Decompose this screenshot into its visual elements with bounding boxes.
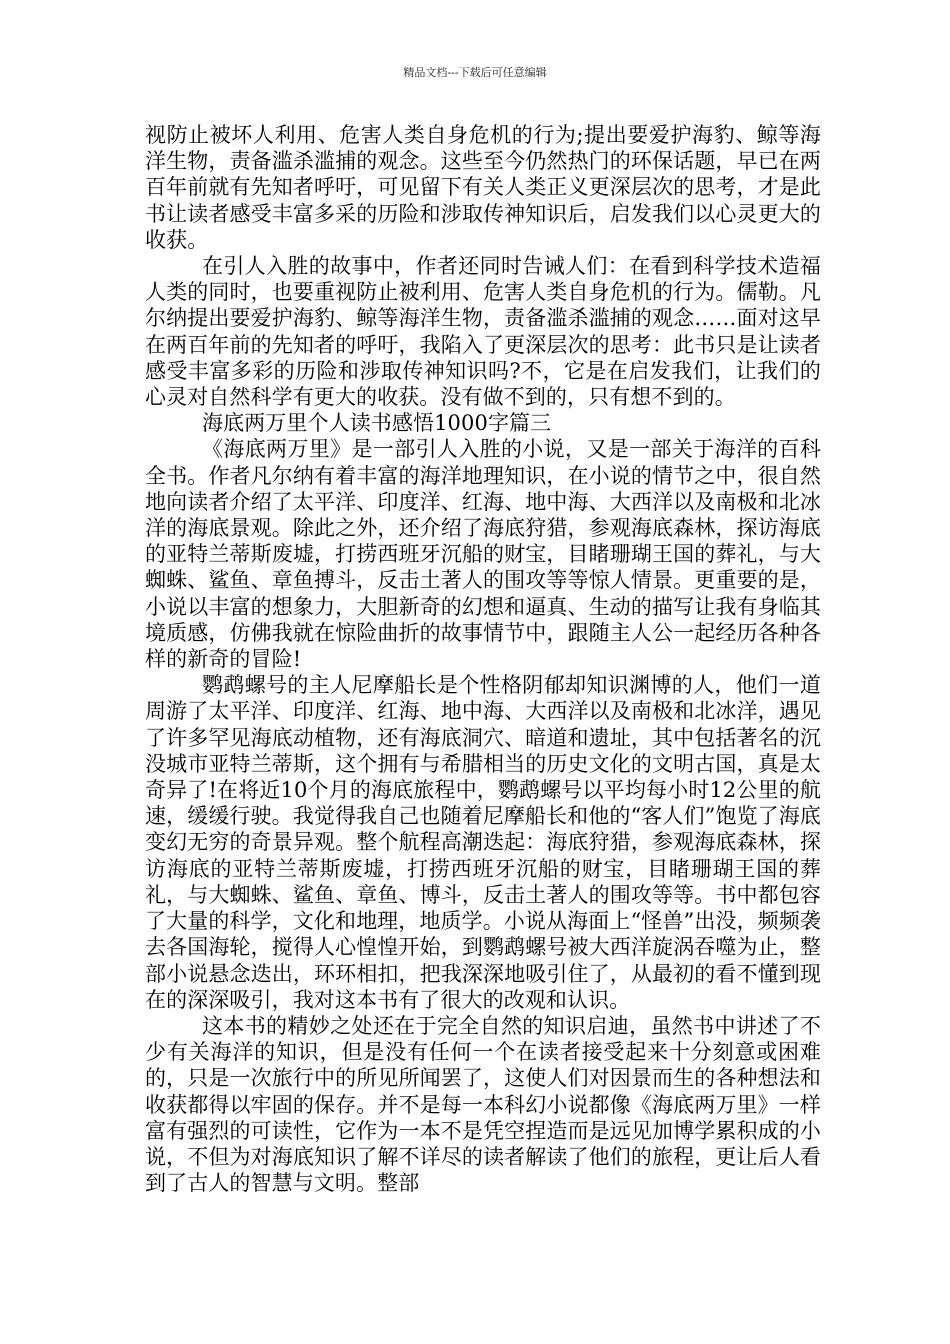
- paragraph: 这本书的精妙之处还在于完全自然的知识启迪，虽然书中讲述了不少有关海洋的知识，但是没有任何一个在读者接受起来十分刻意或困难的，只是一次旅行中的所见所闻罢了，这使人们对因景而生的各种想法和收获都得以牢固的保存。并不是每一本科幻小说都像《海底两万里》一样富有强烈的可读性，它作为一本不是凭空捏造而是远见加博学累积成的小说，不但为对海底知识了解不详尽的读者解读了他们的旅程，更让后人看到了古人的智慧与文明。整部: [145, 1013, 821, 1196]
- section-heading: 海底两万里个人读书感悟1000字篇三: [202, 411, 552, 436]
- document-body: [145, 122, 821, 1196]
- paragraph: 《海底两万里》是一部引人入胜的小说，又是一部关于海洋的百科全书。作者凡尔纳有着丰富的海洋地理知识，在小说的情节之中，很自然地向读者介绍了太平洋、印度洋、红海、地中海、大西洋以及南极和北冰洋的海底景观。除此之外，还介绍了海底狩猎，参观海底森林，探访海底的亚特兰蒂斯废墟，打捞西班牙沉船的财宝，目睹珊瑚王国的葬礼，与大蜘蛛、鲨鱼、章鱼搏斗，反击土著人的围攻等等惊人情景。更重要的是，小说以丰富的想象力，大胆新奇的幻想和逼真、生动的描写让我有身临其境质感，仿佛我就在惊险曲折的故事情节中，跟随主人公一起经历各种各样的新奇的冒险!: [145, 437, 821, 672]
- page-header: 精品文档---下载后可任意编辑: [403, 66, 547, 79]
- paragraph-continuation: 视防止被坏人利用、危害人类自身危机的行为;提出要爱护海豹、鲸等海洋生物，责备滥杀滥捕的观念。这些至今仍然热门的环保话题，早已在两百年前就有先知者呼吁，可见留下有关人类正义更深层次的思考，才是此书让读者感受丰富多采的历险和涉取传神知识后，启发我们以心灵更大的收获。: [145, 123, 821, 252]
- paragraph: 鹦鹉螺号的主人尼摩船长是个性格阴郁却知识渊博的人，他们一道周游了太平洋、印度洋、红海、地中海、大西洋以及南极和北冰洋，遇见了许多罕见海底动植物，还有海底洞穴、暗道和遗址，其中包括著名的沉没城市亚特兰蒂斯，这个拥有与希腊相当的历史文化的文明古国，真是太奇异了!在将近10个月的海底旅程中，鹦鹉螺号以平均每小时12公里的航速，缓缓行驶。我觉得我自己也随着尼摩船长和他的“客人们”饱览了海底变幻无穷的奇景异观。整个航程高潮迭起：海底狩猎，参观海底森林，探访海底的亚特兰蒂斯废墟，打捞西班牙沉船的财宝，目睹珊瑚王国的葬礼，与大蜘蛛、鲨鱼、章鱼、博斗，反击土著人的围攻等等。书中都包容了大量的科学，文化和地理，地质学。小说从海面上“怪兽”出没，频频袭去各国海轮，搅得人心惶惶开始，到鹦鹉螺号被大西洋旋涡吞噬为止，整部小说悬念迭出，环环相扣，把我深深地吸引住了，从最初的看不懂到现在的深深吸引，我对这本书有了很大的改观和认识。: [145, 673, 821, 1012]
- paragraph: 在引人入胜的故事中，作者还同时告诫人们：在看到科学技术造福人类的同时，也要重视防止被利用、危害人类自身危机的行为。儒勒。凡尔纳提出要爱护海豹、鲸等海洋生物，责备滥杀滥捕的观念……面对这早在两百年前的先知者的呼吁，我陷入了更深层次的思考：此书只是让读者感受丰富多彩的历险和涉取传神知识吗?不，它是在启发我们，让我们的心灵对自然科学有更大的收获。没有做不到的，只有想不到的。: [145, 254, 821, 410]
